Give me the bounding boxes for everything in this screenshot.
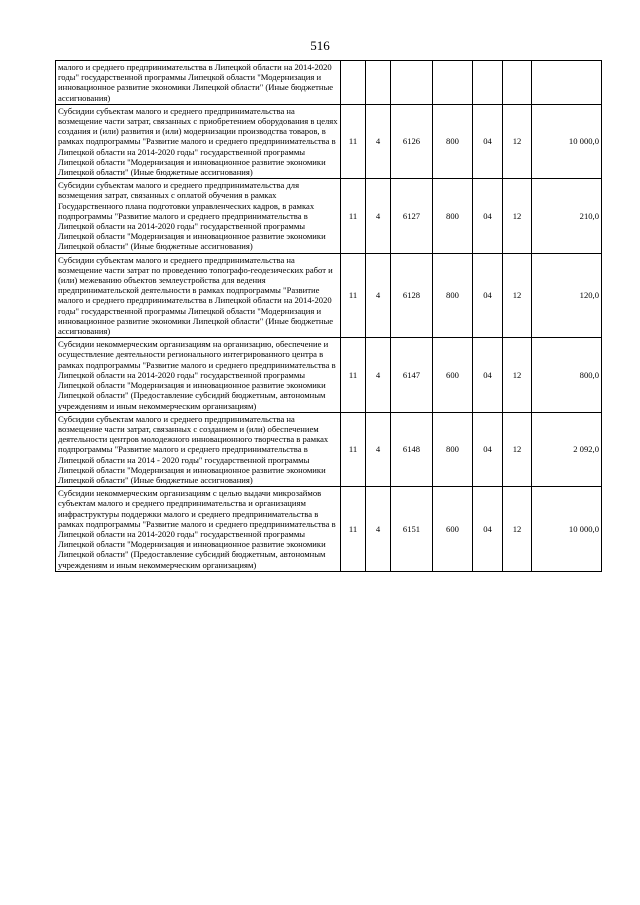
code-section: 04 [473, 104, 503, 178]
code-subsection: 12 [503, 487, 532, 572]
budget-table [55, 60, 602, 572]
code-ministry: 11 [341, 179, 366, 253]
row-amount: 120,0 [532, 253, 602, 338]
code-ministry: 11 [341, 487, 366, 572]
code-ministry: 11 [341, 338, 366, 412]
code-target: 6151 [391, 487, 433, 572]
code-subsection: 12 [503, 104, 532, 178]
code-ministry: 11 [341, 253, 366, 338]
code-section: 04 [473, 487, 503, 572]
code-subprogram: 4 [366, 338, 391, 412]
row-amount: 210,0 [532, 179, 602, 253]
code-section: 04 [473, 253, 503, 338]
code-expense-type: 600 [433, 338, 473, 412]
code-section: 04 [473, 338, 503, 412]
code-target [391, 61, 433, 105]
code-section: 04 [473, 412, 503, 486]
table-row [56, 253, 602, 338]
code-expense-type [433, 61, 473, 105]
table-row [56, 487, 602, 572]
table-row [56, 61, 602, 105]
code-expense-type: 800 [433, 179, 473, 253]
code-subprogram: 4 [366, 179, 391, 253]
page-number: 516 [310, 38, 330, 53]
code-ministry [341, 61, 366, 105]
row-description: Субсидии субъектам малого и среднего предпринимательства на возмещение части затрат, связанных с приобретением оборудования в целях создания и (или) развития и (или) модернизации производства товаров, в рамках подпрограммы "Развитие малого и среднего предпринимательства в Липецкой области на 2014-2020 годы" государственной программы Липецкой области "Модернизация и инновационное развитие экономики Липецкой области" (Иные бюджетные ассигнования) [56, 104, 341, 178]
code-expense-type: 800 [433, 412, 473, 486]
code-target: 6147 [391, 338, 433, 412]
code-expense-type: 800 [433, 253, 473, 338]
row-amount: 10 000,0 [532, 487, 602, 572]
row-amount: 800,0 [532, 338, 602, 412]
code-target: 6126 [391, 104, 433, 178]
code-expense-type: 600 [433, 487, 473, 572]
table-row [56, 338, 602, 412]
table-row [56, 412, 602, 486]
row-amount: 2 092,0 [532, 412, 602, 486]
table-row [56, 104, 602, 178]
code-section: 04 [473, 179, 503, 253]
table-row [56, 179, 602, 253]
code-subsection: 12 [503, 338, 532, 412]
row-description: Субсидии субъектам малого и среднего предпринимательства на возмещение части затрат по проведению топографо-геодезических работ и (или) межеванию объектов землеустройства для ведения предпринимательской деятельности в рамках подпрограммы "Развитие малого и среднего предпринимательства в Липецкой области на 2014-2020 годы" государственной программы Липецкой области "Модернизация и инновационное развитие экономики Липецкой области" (Иные бюджетные ассигнования) [56, 253, 341, 338]
code-subprogram: 4 [366, 412, 391, 486]
row-description: малого и среднего предпринимательства в Липецкой области на 2014-2020 годы" государственной программы Липецкой области "Модернизация и инновационное развитие экономики Липецкой области" (Иные бюджетные ассигнования) [56, 61, 341, 105]
code-subsection: 12 [503, 253, 532, 338]
row-description: Субсидии некоммерческим организациям с целью выдачи микрозаймов субъектам малого и среднего предпринимательства и организациям инфраструктуры поддержки малого и среднего предпринимательства в рамках подпрограммы "Развитие малого и среднего предпринимательства в Липецкой области на 2014-2020 годы" государственной программы Липецкой области "Модернизация и инновационное развитие экономики Липецкой области" (Предоставление субсидий бюджетным, автономным учреждениям и иным некоммерческим организациям) [56, 487, 341, 572]
row-description: Субсидии субъектам малого и среднего предпринимательства для возмещения затрат, связанных с оплатой обучения в рамках Государственного плана подготовки управленческих кадров, в рамках подпрограммы "Развитие малого и среднего предпринимательства в Липецкой области на 2014-2020 годы" государственной программы Липецкой области "Модернизация и инновационное развитие экономики Липецкой области" (Иные бюджетные ассигнования) [56, 179, 341, 253]
code-subsection: 12 [503, 412, 532, 486]
code-section [473, 61, 503, 105]
row-description: Субсидии некоммерческим организациям на организацию, обеспечение и осуществление деятельности регионального интегрированного центра в рамках подпрограммы "Развитие малого и среднего предпринимательства в Липецкой области на 2014-2020 годы" государственной программы Липецкой области "Модернизация и инновационное развитие экономики Липецкой области" (Предоставление субсидий бюджетным, автономным учреждениям и иным некоммерческим организациям) [56, 338, 341, 412]
code-expense-type: 800 [433, 104, 473, 178]
code-subprogram: 4 [366, 104, 391, 178]
code-ministry: 11 [341, 104, 366, 178]
code-subprogram [366, 61, 391, 105]
code-subsection: 12 [503, 179, 532, 253]
row-amount [532, 61, 602, 105]
code-subsection [503, 61, 532, 105]
code-target: 6127 [391, 179, 433, 253]
code-target: 6128 [391, 253, 433, 338]
code-ministry: 11 [341, 412, 366, 486]
code-target: 6148 [391, 412, 433, 486]
row-amount: 10 000,0 [532, 104, 602, 178]
row-description: Субсидии субъектам малого и среднего предпринимательства на возмещение части затрат, связанных с созданием и (или) обеспечением деятельности центров молодежного инновационного творчества в рамках подпрограммы "Развитие малого и среднего предпринимательства в Липецкой области на 2014 - 2020 годы" государственной программы Липецкой области "Модернизация и инновационное развитие экономики Липецкой области" (Иные бюджетные ассигнования) [56, 412, 341, 486]
code-subprogram: 4 [366, 487, 391, 572]
code-subprogram: 4 [366, 253, 391, 338]
